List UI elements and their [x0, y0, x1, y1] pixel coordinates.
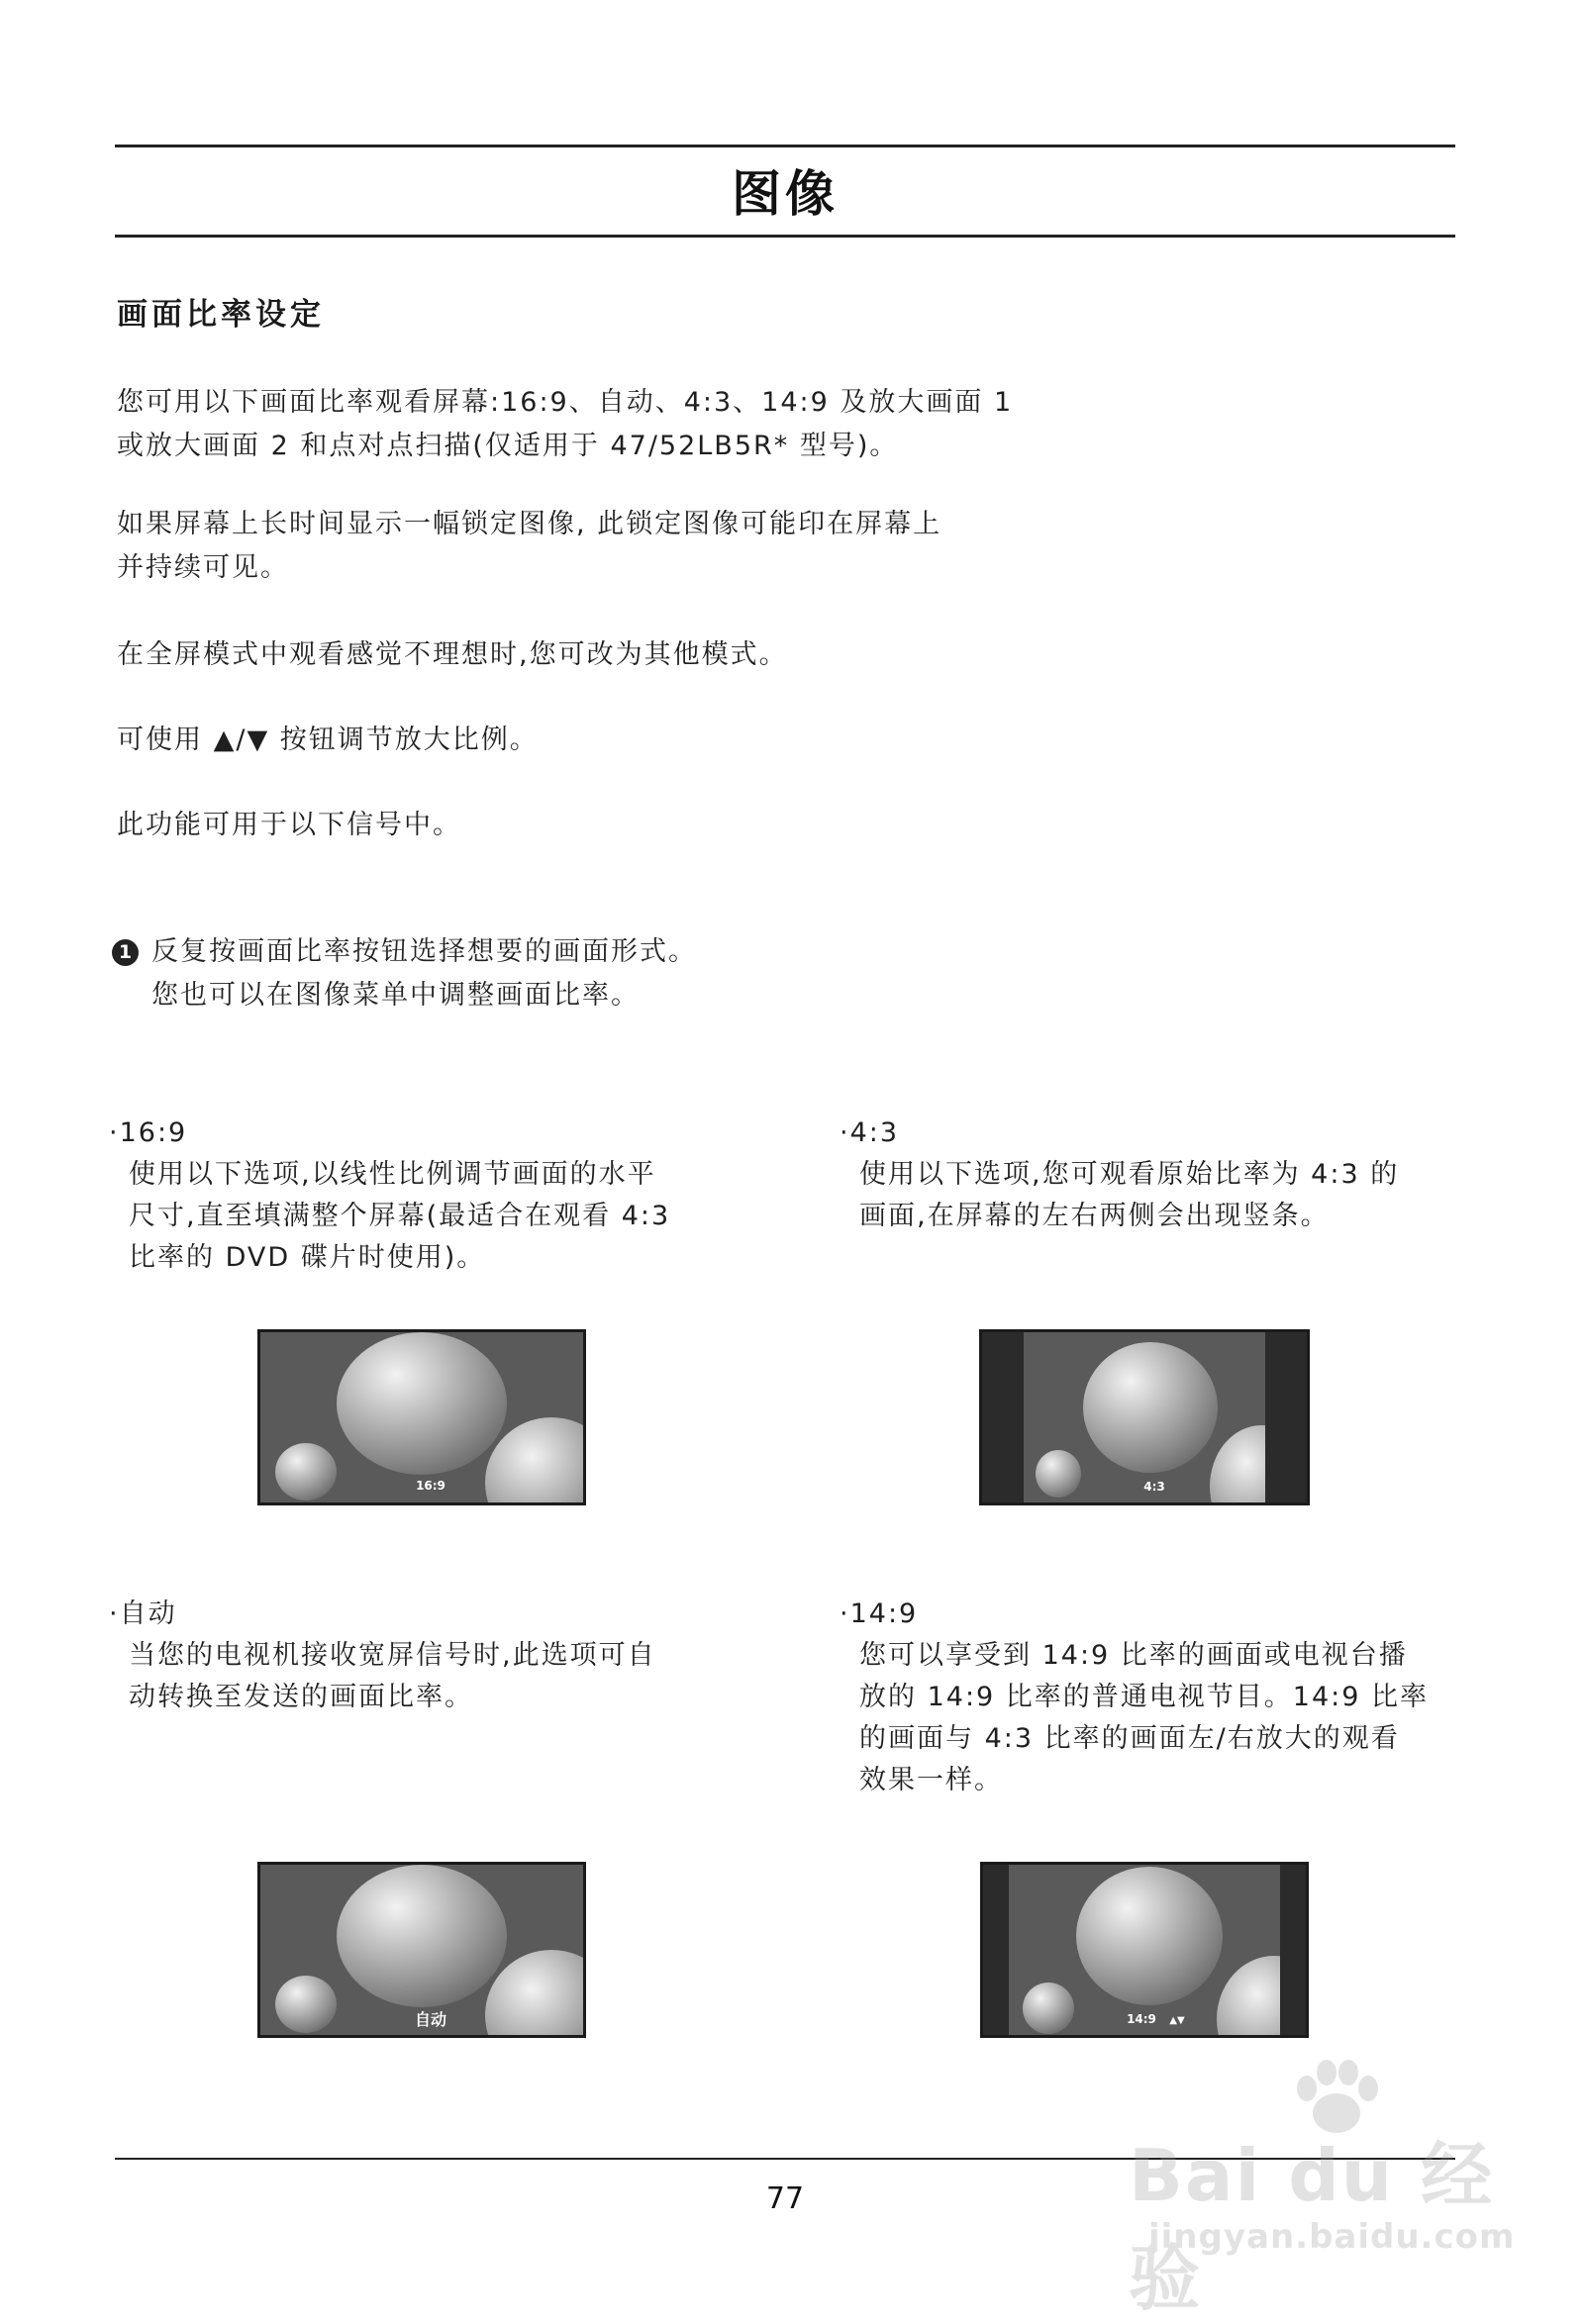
signal-note: 此功能可用于以下信号中。	[117, 810, 461, 840]
watermark-brand: Bai du 经验	[1129, 2134, 1495, 2320]
screen-label: 14:9	[1127, 2012, 1156, 2026]
arrow-indicator-icon: ▲▼	[1169, 2015, 1185, 2026]
page-number: 77	[765, 2181, 805, 2216]
title-rule	[115, 235, 1455, 238]
screen-4-3-illustration	[979, 1329, 1310, 1505]
baidu-watermark	[1129, 2059, 1525, 2320]
screen-16-9-illustration	[257, 1329, 586, 1505]
option-heading: ·14:9	[840, 1598, 919, 1629]
option-description: 当您的电视机接收宽屏信号时,此选项可自 动转换至发送的画面比率。	[129, 1640, 656, 1712]
step-1	[112, 930, 697, 1017]
full-screen-note: 在全屏模式中观看感觉不理想时,您可改为其他模式。	[117, 639, 788, 670]
intro-paragraph: 您可用以下画面比率观看屏幕:16:9、自动、4:3、14:9 及放大画面 1 或放大画面 2 和点对点扫描(仅适用于 47/52LB5R* 型号)。	[117, 387, 1014, 461]
burn-in-warning: 如果屏幕上长时间显示一幅锁定图像, 此锁定图像可能印在屏幕上 并持续可见。	[117, 509, 942, 583]
option-description: 使用以下选项,您可观看原始比率为 4:3 的 画面,在屏幕的左右两侧会出现竖条。	[859, 1159, 1400, 1231]
option-description: 您可以享受到 14:9 比率的画面或电视台播 放的 14:9 比率的普通电视节目。14:9 比率 的画面与 4:3 比率的画面左/右放大的观看 效果一样。	[859, 1640, 1430, 1795]
option-heading: ·16:9	[109, 1117, 188, 1148]
screen-label: 16:9	[416, 1479, 446, 1493]
step-number-badge: 1	[112, 939, 139, 966]
option-heading: ·自动	[109, 1598, 177, 1629]
option-4-3	[840, 1113, 1493, 1237]
zoom-adjust-note: 可使用 ▲/▼ 按钮调节放大比例。	[117, 725, 539, 755]
screen-label: 4:3	[1143, 1480, 1165, 1494]
screen-auto-illustration	[257, 1862, 586, 2038]
option-14-9	[840, 1594, 1493, 1801]
option-description: 使用以下选项,以线性比例调节画面的水平 尺寸,直至填满整个屏幕(最适合在观看 4:3 比率的 DVD 碟片时使用)。	[129, 1159, 671, 1273]
top-rule	[115, 145, 1455, 147]
section-title: 画面比率设定	[117, 297, 325, 333]
option-heading: ·4:3	[840, 1117, 900, 1148]
option-auto	[109, 1594, 762, 1718]
step-text: 反复按画面比率按钮选择想要的画面形式。 您也可以在图像菜单中调整画面比率。	[151, 936, 697, 1011]
page-title: 图像	[732, 165, 839, 223]
option-16-9	[109, 1113, 762, 1279]
screen-label: 自动	[414, 2010, 447, 2029]
screen-14-9-illustration	[980, 1862, 1309, 2038]
watermark-url: jingyan.baidu.com	[1148, 2217, 1516, 2257]
